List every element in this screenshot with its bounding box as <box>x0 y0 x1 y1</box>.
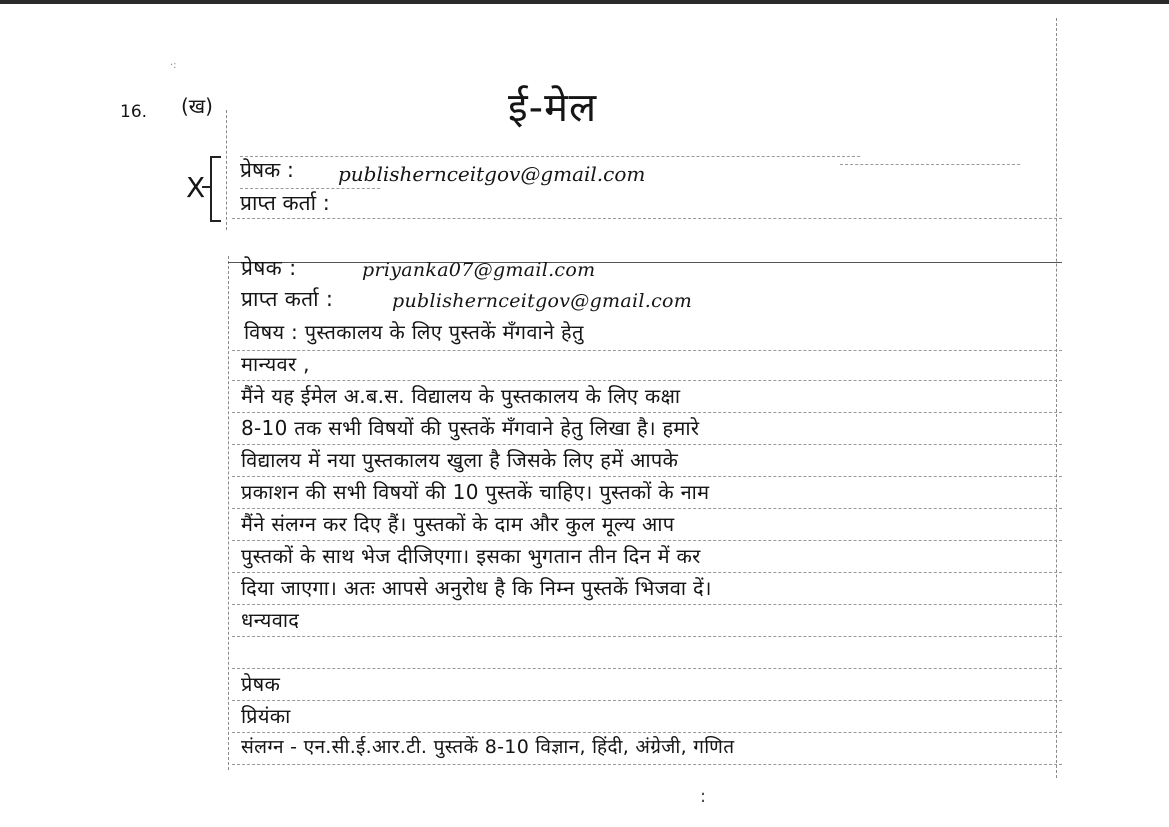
body-line: पुस्तकों के साथ भेज दीजिएगा। इसका भुगतान तीन दिन में कर <box>241 544 701 568</box>
question-number: 16. <box>120 102 148 122</box>
ruled-line <box>240 156 860 157</box>
body-line: मैंने संलग्न कर दिए हैं। पुस्तकों के दाम और कुल मूल्य आप <box>241 512 675 536</box>
signoff-name: प्रियंका <box>241 704 291 728</box>
page-mark: : <box>700 786 707 807</box>
page-title: ई-मेल <box>508 85 598 131</box>
subject-line: विषय : पुस्तकालय के लिए पुस्तकें मँगवाने हेतु <box>244 320 584 344</box>
recipient-email: publishernceitgov@gmail.com <box>392 290 693 312</box>
bracket-mark <box>210 156 221 222</box>
ruled-line <box>240 188 380 189</box>
signoff-label: प्रेषक <box>241 672 281 696</box>
draft-sender-email: publishernceitgov@gmail.com <box>338 162 646 186</box>
attachment-line: संलग्न - एन.सी.ई.आर.टी. पुस्तकें 8-10 विज्ञान, हिंदी, अंग्रेजी, गणित <box>241 736 735 758</box>
scan-edge <box>0 0 1169 4</box>
question-part: (ख) <box>181 94 213 118</box>
scan-speck: ·: <box>170 60 177 71</box>
draft-recipient-label: प्राप्त कर्ता : <box>240 191 330 215</box>
sender-email: priyanka07@gmail.com <box>362 259 596 281</box>
salutation: मान्यवर , <box>241 352 310 376</box>
margin-line <box>226 110 227 230</box>
sender-label: प्रेषक : <box>241 256 297 280</box>
body-line: 8-10 तक सभी विषयों की पुस्तकें मँगवाने हेतु लिखा है। हमारे <box>241 416 700 440</box>
body-line: विद्यालय में नया पुस्तकालय खुला है जिसके लिए हमें आपके <box>241 448 679 472</box>
body-line: दिया जाएगा। अतः आपसे अनुरोध है कि निम्न पुस्तकें भिजवा दें। <box>241 576 712 600</box>
draft-sender-label: प्रेषक : <box>240 158 294 182</box>
recipient-label: प्राप्त कर्ता : <box>241 287 334 311</box>
cross-mark: X <box>186 171 206 204</box>
ruled-line <box>840 164 1020 165</box>
body-line: मैंने यह ईमेल अ.ब.स. विद्यालय के पुस्तकालय के लिए कक्षा <box>241 384 681 408</box>
ruled-line <box>232 218 1062 219</box>
closing: धन्यवाद <box>241 608 300 632</box>
email-box-top-rule <box>228 262 1062 263</box>
body-line: प्रकाशन की सभी विषयों की 10 पुस्तकें चाहिए। पुस्तकों के नाम <box>241 480 710 504</box>
